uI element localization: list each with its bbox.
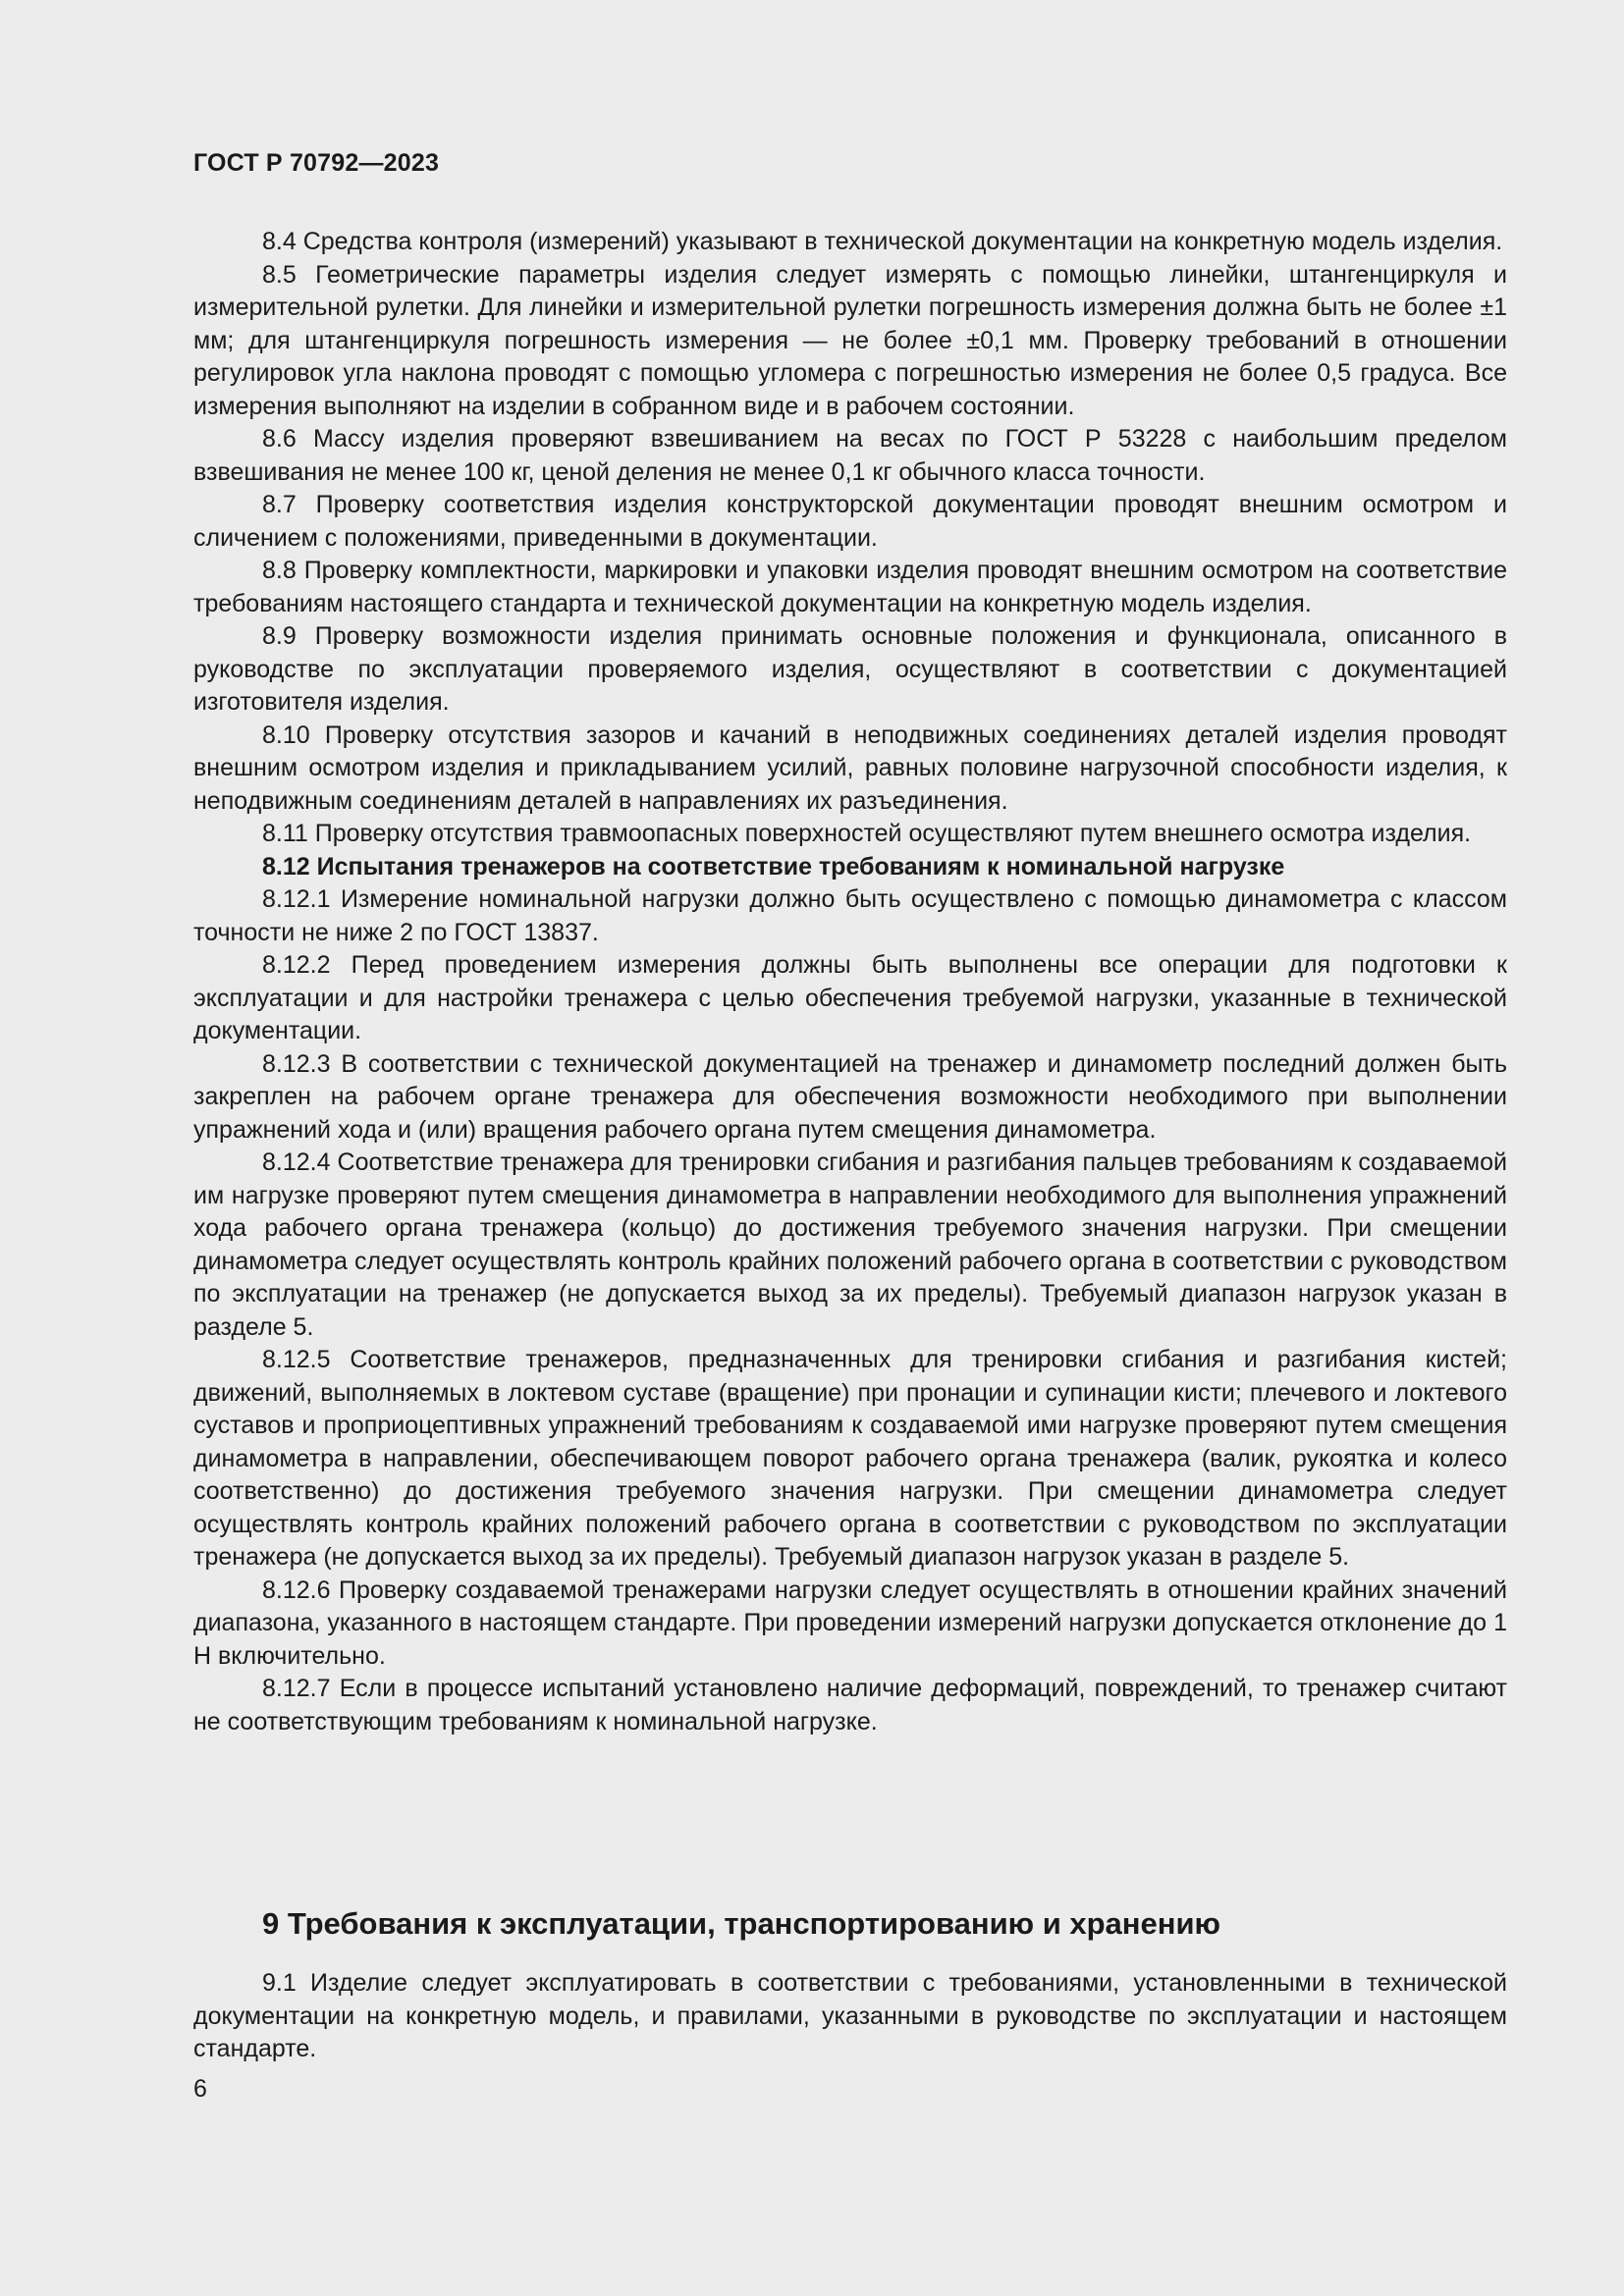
paragraph-9-1: 9.1 Изделие следует эксплуатировать в соответствии с требованиями, установленными в технической документации на конкретную модель, и правилами, указанными в руководстве по эксплуатации и настоящем стандарте. xyxy=(193,1969,1507,2062)
paragraph-8-11: 8.11 Проверку отсутствия травмоопасных поверхностей осуществляют путем внешнего осмотра изделия. xyxy=(262,820,1472,847)
paragraph-8-8: 8.8 Проверку комплектности, маркировки и упаковки изделия проводят внешним осмотром на соответствие требованиям настоящего стандарта и технической документации на конкретную модель изделия. xyxy=(193,557,1507,617)
paragraph-8-12-1: 8.12.1 Измерение номинальной нагрузки должно быть осуществлено с помощью динамометра с классом точности не ниже 2 по ГОСТ 13837. xyxy=(193,885,1507,946)
paragraph-8-12-2: 8.12.2 Перед проведением измерения должны быть выполнены все операции для подготовки к эксплуатации и для настройки тренажера с целью обеспечения требуемой нагрузки, указанные в технической документации. xyxy=(193,951,1507,1044)
paragraph-8-12-6: 8.12.6 Проверку создаваемой тренажерами нагрузки следует осуществлять в отношении крайних значений диапазона, указанного в настоящем стандарте. При проведении измерений нагрузки допускается отклонение до 1 Н включительно. xyxy=(193,1575,1507,1670)
standard-code-header: ГОСТ Р 70792—2023 xyxy=(193,149,440,177)
section-8-body xyxy=(193,226,1507,1738)
section-9-body xyxy=(193,1967,1507,2066)
paragraph-8-12-4: 8.12.4 Соответствие тренажера для тренировки сгибания и разгибания пальцев требованиям к создаваемой им нагрузке проверяют путем смещения динамометра в направлении необходимого для выполнения упражнений хода рабочего органа тренажера (кольцо) до достижения требуемого значения нагрузки. При смещении динамометра следует осуществлять контроль крайних положений рабочего органа в соответствии с руководством по эксплуатации на тренажер (не допускается выход за их пределы). Требуемый диапазон нагрузок указан в разделе 5. xyxy=(193,1148,1507,1341)
paragraph-8-7: 8.7 Проверку соответствия изделия конструкторской документации проводят внешним осмотром и сличением с положениями, приведенными в документации. xyxy=(193,491,1507,552)
subsection-heading-8-12: 8.12 Испытания тренажеров на соответствие требованиям к номинальной нагрузке xyxy=(262,852,1285,881)
section-9-heading: 9 Требования к эксплуатации, транспортированию и хранению xyxy=(262,1906,1221,1941)
paragraph-8-12-5: 8.12.5 Соответствие тренажеров, предназначенных для тренировки сгибания и разгибания кистей; движений, выполняемых в локтевом суставе (вращение) при пронации и супинации кисти; плечевого и локтевого суставов и проприоцептивных упражнений требованиям к создаваемой ими нагрузке проверяют путем смещения динамометра в направлении, обеспечивающем поворот рабочего органа тренажера (валик, рукоятка и колесо соответственно) до достижения требуемого значения нагрузки. При смещении динамометра следует осуществлять контроль крайних положений рабочего органа в соответствии с руководством по эксплуатации тренажера (не допускается выход за их пределы). Требуемый диапазон нагрузок указан в разделе 5. xyxy=(193,1346,1507,1571)
paragraph-8-4: 8.4 Средства контроля (измерений) указывают в технической документации на конкретную модель изделия. xyxy=(262,228,1503,255)
paragraph-8-12-7: 8.12.7 Если в процессе испытаний установлено наличие деформаций, повреждений, то тренажер считают не соответствующим требованиям к номинальной нагрузке. xyxy=(193,1675,1507,1735)
paragraph-8-6: 8.6 Массу изделия проверяют взвешиванием на весах по ГОСТ Р 53228 с наибольшим пределом взвешивания не менее 100 кг, ценой деления не менее 0,1 кг обычного класса точности. xyxy=(193,425,1507,486)
paragraph-8-10: 8.10 Проверку отсутствия зазоров и качаний в неподвижных соединениях деталей изделия проводят внешним осмотром изделия и прикладыванием усилий, равных половине нагрузочной способности изделия, к неподвижным соединениям деталей в направлениях их разъединения. xyxy=(193,721,1507,815)
paragraph-8-5: 8.5 Геометрические параметры изделия следует измерять с помощью линейки, штангенциркуля и измерительной рулетки. Для линейки и измерительной рулетки погрешность измерения должна быть не более ±1 мм; для штангенциркуля погрешность измерения — не более ±0,1 мм. Проверку требований в отношении регулировок угла наклона проводят с помощью угломера с погрешностью измерения не более 0,5 градуса. Все измерения выполняют на изделии в собранном виде и в рабочем состоянии. xyxy=(193,260,1507,420)
paragraph-8-9: 8.9 Проверку возможности изделия принимать основные положения и функционала, описанного в руководстве по эксплуатации проверяемого изделия, осуществляют в соответствии с документацией изготовителя изделия. xyxy=(193,622,1507,716)
page-number: 6 xyxy=(193,2075,207,2103)
paragraph-8-12-3: 8.12.3 В соответствии с технической документацией на тренажер и динамометр последний должен быть закреплен на рабочем органе тренажера для обеспечения возможности необходимого при выполнении упражнений хода и (или) вращения рабочего органа путем смещения динамометра. xyxy=(193,1049,1507,1144)
